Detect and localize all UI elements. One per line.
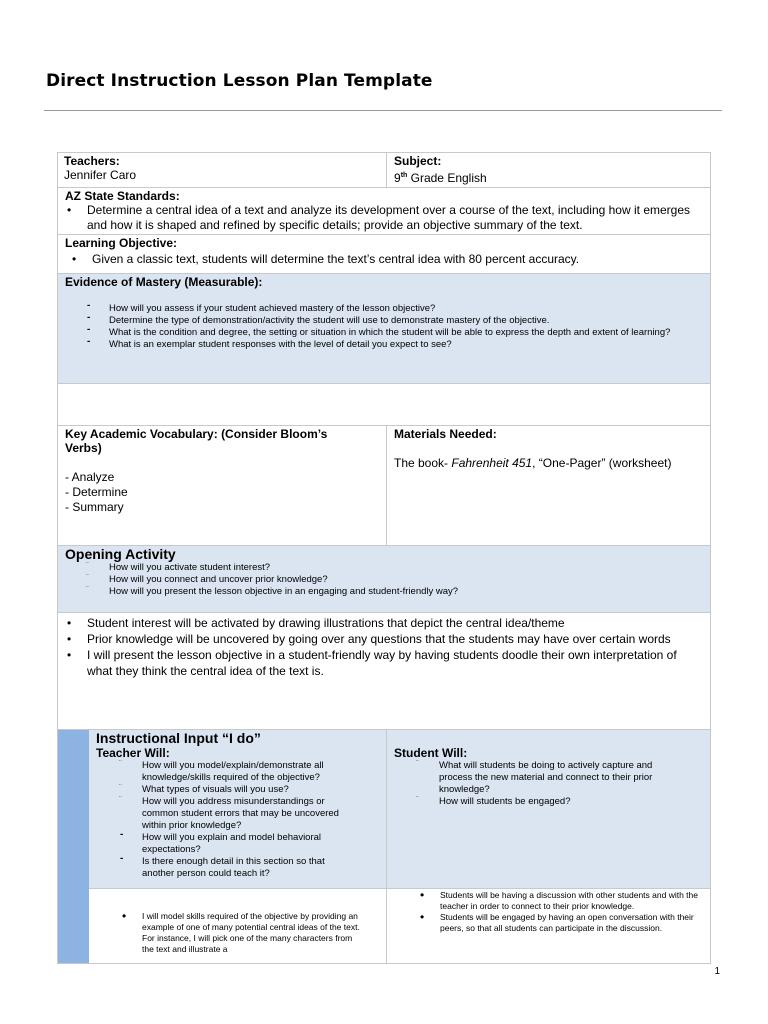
student-prompt: ¨ How will students be engaged? bbox=[416, 795, 571, 807]
instructional-label: Instructional Input “I do” bbox=[96, 730, 261, 746]
opening-cell bbox=[58, 546, 710, 613]
teacher-prompt: - Is there enough detail in this section so that another person could teach it? bbox=[120, 853, 325, 879]
teacher-responses bbox=[96, 911, 362, 955]
opening-responses bbox=[65, 615, 703, 679]
evidence-response-cell bbox=[58, 384, 710, 426]
objective-cell bbox=[58, 235, 710, 274]
standards-list bbox=[65, 203, 703, 233]
side-bar bbox=[58, 730, 89, 963]
opening-response: • Student interest will be activated by drawing illustrations that depict the central idea/theme bbox=[87, 615, 703, 631]
dash-icon: - bbox=[120, 853, 124, 864]
teacher-response: • I will model skills required of the objective by providing an example of one of many potential central ideas of the text. For instance, I will pick one of the many characters from the text and illustrate a bbox=[142, 911, 362, 955]
teacher-prompt: ¨ How will you address misunderstandings or common student errors that may be uncovered within prior knowledge? bbox=[119, 795, 339, 831]
objective-label: Learning Objective: bbox=[65, 236, 178, 250]
quote-icon: ¨ bbox=[119, 759, 122, 768]
grade-superscript: th bbox=[400, 172, 408, 179]
teacher-will-cell bbox=[89, 730, 387, 889]
standards-cell bbox=[58, 188, 710, 235]
student-response: • Students will be having a discussion with other students and with the teacher in order to connect to their prior knowledge. bbox=[440, 890, 702, 912]
teacher-prompt: ¨ What types of visuals will you use? bbox=[119, 783, 289, 795]
materials-cell bbox=[387, 426, 710, 546]
quote-icon: ¨ bbox=[416, 795, 419, 804]
dash-icon: - bbox=[87, 300, 91, 311]
quote-icon: ¨ bbox=[86, 585, 89, 594]
opening-label: Opening Activity bbox=[65, 546, 176, 562]
evidence-cell bbox=[58, 274, 710, 384]
teacher-prompt: ¨ How will you model/explain/demonstrate all knowledge/skills required of the objective? bbox=[119, 759, 324, 783]
opening-prompts bbox=[65, 562, 703, 598]
quote-icon: ¨ bbox=[119, 795, 122, 804]
student-responses bbox=[394, 890, 702, 934]
materials-label: Materials Needed: bbox=[394, 427, 497, 441]
objective-list bbox=[65, 252, 703, 267]
quote-icon: ¨ bbox=[416, 759, 419, 768]
standards-item: • Determine a central idea of a text and analyze its development over a course of the text, including how it emerges and how it is shaped and refined by specific details; provide an objective summary of the text. bbox=[87, 203, 703, 233]
subject-label: Subject: bbox=[394, 154, 442, 168]
grade-number: 9 bbox=[394, 171, 401, 185]
student-prompt: ¨ What will students be doing to actively capture and process the new material and connect to their prior knowledge? bbox=[416, 759, 653, 795]
page-number: 1 bbox=[714, 966, 720, 977]
opening-response: • I will present the lesson objective in a student-friendly way by having students doodle their own interpretation of what they think the central idea of the text is. bbox=[87, 647, 703, 679]
opening-response-cell bbox=[58, 613, 710, 730]
teacher-will-label: Teacher Will: bbox=[96, 746, 170, 760]
teachers-label: Teachers: bbox=[64, 154, 120, 168]
teachers-cell bbox=[58, 153, 387, 188]
subject-value bbox=[394, 168, 703, 186]
opening-response: • Prior knowledge will be uncovered by going over any questions that the students may have over certain words bbox=[87, 631, 703, 647]
opening-prompt: ¨ How will you present the lesson objective in an engaging and student-friendly way? bbox=[86, 585, 459, 597]
teachers-value: Jennifer Caro bbox=[64, 168, 137, 182]
evidence-prompt: - What is an exemplar student responses with the level of detail you expect to see? bbox=[87, 336, 452, 350]
document-title: Direct Instruction Lesson Plan Template bbox=[46, 71, 433, 91]
objective-item: • Given a classic text, students will determine the text’s central idea with 80 percent accuracy. bbox=[92, 252, 703, 267]
materials-value: The book- Fahrenheit 451, “One-Pager” (worksheet) bbox=[394, 456, 672, 470]
opening-prompt: ¨ How will you connect and uncover prior knowledge? bbox=[86, 573, 328, 585]
dash-icon: - bbox=[87, 324, 91, 335]
dash-icon: - bbox=[87, 336, 91, 347]
student-will-cell bbox=[387, 730, 710, 889]
vocabulary-label: Key Academic Vocabulary: (Consider Bloom’s Verbs) bbox=[65, 427, 328, 455]
subject-cell bbox=[387, 153, 710, 188]
evidence-prompts bbox=[65, 300, 703, 351]
evidence-label: Evidence of Mastery (Measurable): bbox=[65, 275, 263, 289]
evidence-prompt: - What is the condition and degree, the setting or situation in which the student will be able to express the depth and extent of learning? bbox=[87, 324, 671, 338]
vocabulary-item: - Analyze bbox=[65, 470, 115, 484]
dash-icon: - bbox=[120, 829, 124, 840]
vocabulary-cell bbox=[58, 426, 387, 546]
vocabulary-list bbox=[65, 470, 379, 515]
quote-icon: ¨ bbox=[86, 561, 89, 570]
dash-icon: - bbox=[87, 312, 91, 323]
student-will-label: Student Will: bbox=[394, 746, 468, 760]
quote-icon: ¨ bbox=[86, 573, 89, 582]
grade-text: Grade English bbox=[407, 171, 487, 185]
evidence-prompt: - Determine the type of demonstration/activity the student will use to demonstrate mastery of the objective. bbox=[87, 312, 550, 326]
teacher-response-cell bbox=[89, 889, 387, 963]
vocabulary-item: - Determine bbox=[65, 485, 128, 499]
book-title: Fahrenheit 451 bbox=[451, 456, 533, 470]
student-response: • Students will be engaged by having an open conversation with their peers, so that all students can participate in the discussion. bbox=[440, 912, 702, 934]
standards-label: AZ State Standards: bbox=[65, 189, 180, 203]
vocabulary-item: - Summary bbox=[65, 500, 124, 514]
title-divider bbox=[44, 110, 722, 111]
student-response-cell bbox=[387, 889, 710, 963]
teacher-prompt: - How will you explain and model behavioral expectations? bbox=[120, 829, 322, 855]
evidence-prompt: - How will you assess if your student achieved mastery of the lesson objective? bbox=[87, 300, 436, 314]
teacher-prompts bbox=[96, 760, 357, 880]
student-prompts bbox=[394, 760, 684, 808]
quote-icon: ¨ bbox=[119, 783, 122, 792]
opening-prompt: ¨ How will you activate student interest? bbox=[86, 561, 271, 573]
